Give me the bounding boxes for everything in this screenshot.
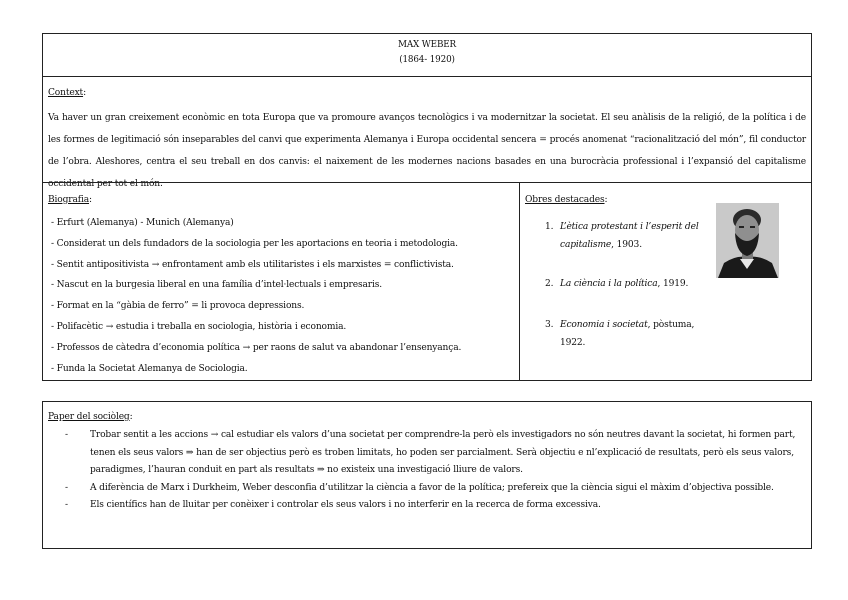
paper-label: Paper del sociòleg: (48, 412, 133, 422)
context-label: Context: (48, 88, 86, 98)
obra-year: , pòstuma, 1922. (560, 320, 695, 348)
biografia-label-text: Biografia (48, 195, 90, 205)
list-item (65, 497, 805, 515)
paper-label-text: Paper del sociòleg (48, 412, 130, 422)
obres-label-text: Obres destacades (525, 195, 605, 205)
biografia-section (42, 182, 520, 381)
list-item: - Polifacètic → estudia i treballa en sociologia, història i economia. (51, 321, 347, 332)
bullet-dash: - (65, 482, 68, 493)
list-item (65, 480, 805, 498)
obra-item (545, 218, 713, 254)
list-item (65, 427, 805, 480)
list-item: - Nascut en la burgesia liberal en una família d’intel·lectuals i empresaris. (51, 280, 382, 291)
biografia-label: Biografia: (48, 195, 92, 205)
bullet-dash: - (65, 430, 68, 440)
obra-item (545, 275, 713, 293)
list-item-text: A diferència de Marx i Durkheim, Weber desconfia d’utilitzar la ciència a favor de la política; prefereix que la ciència sigui el màxim d’objectiva possible. (90, 482, 774, 493)
context-label-text: Context (48, 88, 84, 98)
list-item: - Format en la “gàbia de ferro” = li provoca depressions. (51, 301, 305, 312)
list-item-text: Els científics han de lluitar per conèixer i controlar els seus valors i no interferir en la recerca de forma excessiva. (90, 500, 601, 510)
obra-title: L’ètica protestant i l’esperit del capitalisme (560, 222, 699, 250)
list-item: - Sentit antipositivista → enfrontament amb els utilitaristes i els marxistes = conflictivista. (51, 259, 454, 270)
obra-year: , 1903. (611, 240, 642, 250)
obra-title: La ciència i la política (560, 279, 658, 289)
obres-label: Obres destacades: (525, 195, 608, 205)
portrait-image (716, 203, 779, 278)
list-item: - Funda la Societat Alemanya de Sociologia. (51, 363, 248, 374)
obra-number: 3. (545, 320, 554, 330)
obra-number: 1. (545, 222, 554, 232)
title-box (42, 33, 812, 77)
obra-year: , 1919. (657, 279, 689, 289)
context-section (42, 76, 812, 189)
paper-section (42, 401, 812, 549)
bullet-dash: - (65, 500, 68, 510)
list-item: - Erfurt (Alemanya) - Munich (Alemanya) (51, 218, 234, 228)
paper-list (65, 427, 805, 515)
obres-section (519, 182, 812, 381)
portrait-photo (716, 203, 779, 278)
list-item: - Considerat un dels fundadors de la sociologia per les aportacions en teoria i metodologia. (51, 238, 458, 249)
list-item-text: Trobar sentit a les accions → cal estudiar els valors d’una societat per comprendre-la però els investigadors no són neutres davant la societat, hi formen part, tenen els seus valors ⇒ han de ser objectius però es troben limitats, ho poden ser parcialment. Serà objectiu e nl’explicació de resultats, però els seus valors, paradigmes, l’hauran conduit en part als resultats ⇒ no existeix una investigació lliure de valors. (90, 430, 796, 475)
author-dates: (1864- 1920) (399, 55, 455, 65)
obra-number: 2. (545, 279, 554, 289)
context-text: Va haver un gran creixement econòmic en tota Europa que va promoure avanços tecnològics i va modernitzar la societat. El seu anàlisis de la religió, de la política i de les formes de legitimació són inseparables del canvi que experimenta Alemanya i Europa occidental sencera = procés anomenat “racionalització del món”, fil conductor de l’obra. Aleshores, centra el seu treball en dos canvis: el naixement de les modernes nacions basades en una burocràcia professional i l’expansió del capitalisme occidental per tot el món. (48, 113, 806, 189)
obra-title: Economia i societat (560, 320, 648, 330)
obra-item (545, 316, 713, 352)
author-name: MAX WEBER (397, 40, 457, 50)
biografia-list (51, 218, 461, 384)
list-item: - Professos de càtedra d’economia política → per raons de salut va abandonar l’ensenyança. (51, 342, 462, 353)
